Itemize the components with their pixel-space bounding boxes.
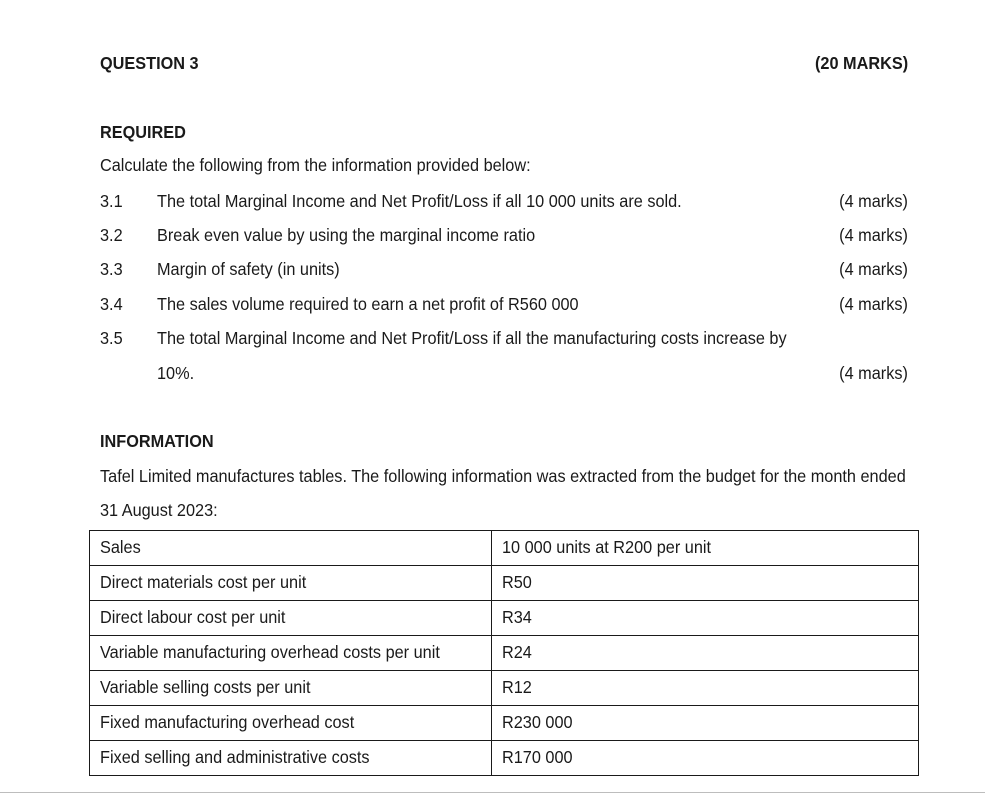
- table-cell-label: Direct labour cost per unit: [90, 601, 492, 636]
- question-title: QUESTION 3: [100, 53, 199, 73]
- item-marks: (4 marks): [839, 259, 908, 279]
- item-marks: (4 marks): [839, 363, 908, 383]
- item-marks: (4 marks): [839, 191, 908, 211]
- required-heading: REQUIRED: [100, 122, 186, 142]
- information-intro: Tafel Limited manufactures tables. The following information was extracted from the budget for the month ended: [100, 466, 906, 486]
- table-cell-label: Sales: [90, 531, 492, 566]
- item-text-continuation: 10%.: [157, 363, 195, 383]
- table-cell-label: Direct materials cost per unit: [90, 566, 492, 601]
- page-bottom-divider: [0, 792, 985, 793]
- table-cell-value: R170 000: [492, 741, 919, 776]
- item-number: 3.4: [100, 294, 123, 314]
- table-row: [90, 531, 919, 566]
- table-cell-label: Fixed manufacturing overhead cost: [90, 706, 492, 741]
- table-row: [90, 706, 919, 741]
- table-cell-label: Variable selling costs per unit: [90, 671, 492, 706]
- item-marks: (4 marks): [839, 294, 908, 314]
- table-cell-value: 10 000 units at R200 per unit: [492, 531, 919, 566]
- budget-table: [89, 530, 919, 776]
- table-row: [90, 601, 919, 636]
- item-text: Break even value by using the marginal income ratio: [157, 225, 536, 245]
- item-number: 3.5: [100, 328, 123, 348]
- information-heading: INFORMATION: [100, 431, 214, 451]
- table-cell-value: R24: [492, 636, 919, 671]
- table-cell-value: R34: [492, 601, 919, 636]
- item-text: The total Marginal Income and Net Profit/Loss if all the manufacturing costs increase by: [157, 328, 787, 348]
- information-intro-date: 31 August 2023:: [100, 500, 218, 520]
- table-cell-label: Fixed selling and administrative costs: [90, 741, 492, 776]
- table-row: [90, 636, 919, 671]
- table-cell-value: R12: [492, 671, 919, 706]
- table-cell-value: R230 000: [492, 706, 919, 741]
- item-text: The sales volume required to earn a net profit of R560 000: [157, 294, 579, 314]
- item-text: The total Marginal Income and Net Profit/Loss if all 10 000 units are sold.: [157, 191, 682, 211]
- table-row: [90, 566, 919, 601]
- question-marks: (20 MARKS): [814, 53, 908, 73]
- table-row: [90, 671, 919, 706]
- item-text: Margin of safety (in units): [157, 259, 340, 279]
- table-row: [90, 741, 919, 776]
- item-marks: (4 marks): [839, 225, 908, 245]
- item-number: 3.2: [100, 225, 123, 245]
- required-intro: Calculate the following from the information provided below:: [100, 155, 531, 175]
- item-number: 3.3: [100, 259, 123, 279]
- table-cell-value: R50: [492, 566, 919, 601]
- item-number: 3.1: [100, 191, 123, 211]
- table-cell-label: Variable manufacturing overhead costs per unit: [90, 636, 492, 671]
